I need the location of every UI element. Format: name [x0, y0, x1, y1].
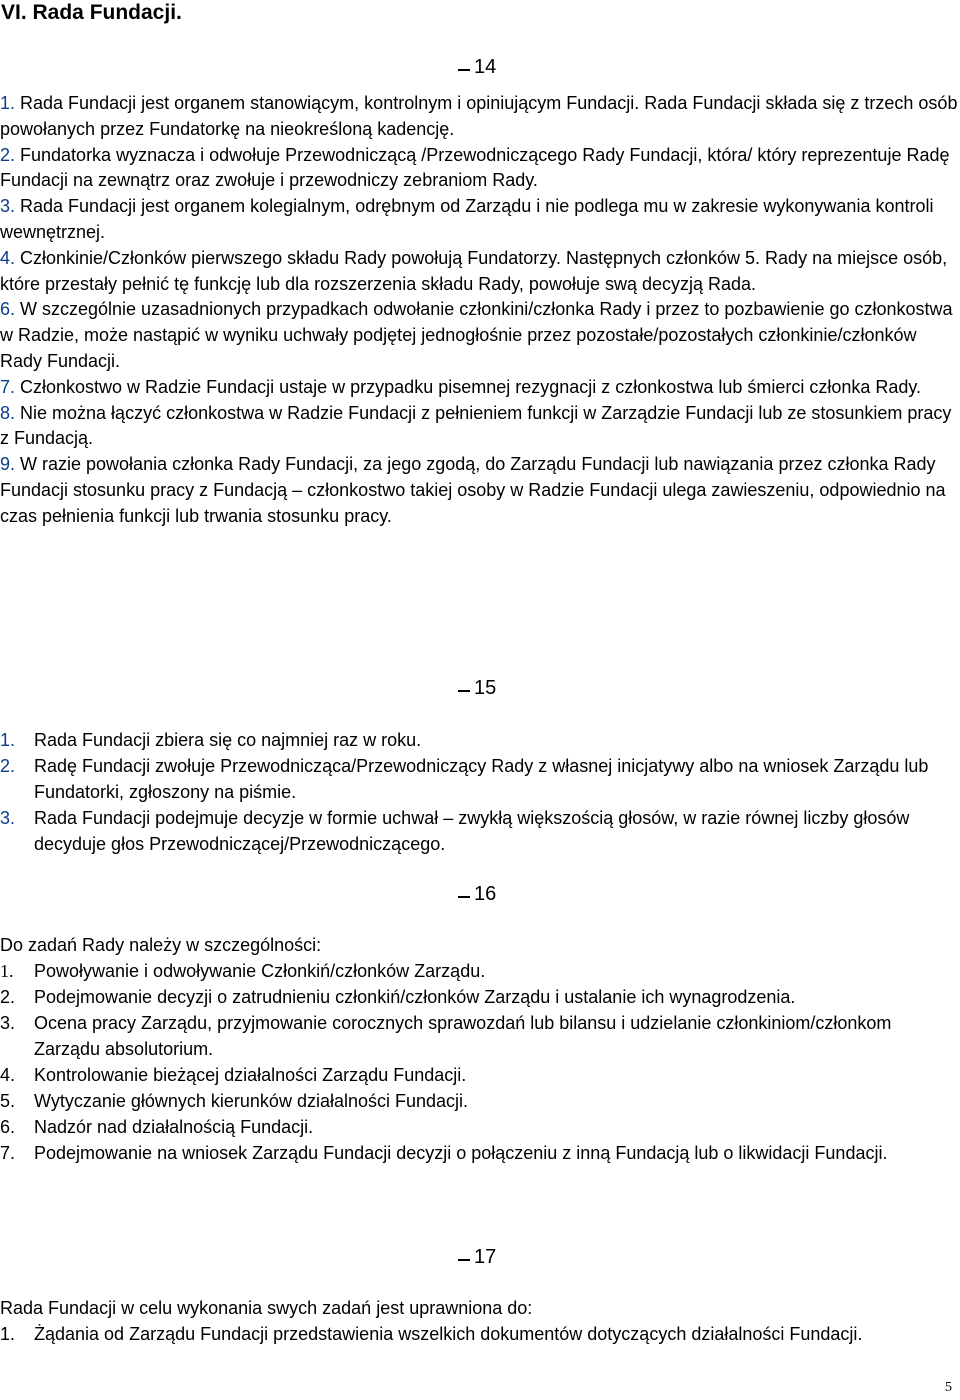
section-16-list [0, 958, 958, 1166]
section-14-number: 14 [474, 56, 497, 78]
section-16-marker [458, 882, 496, 906]
section-15-marker [458, 676, 496, 700]
list-item: 1. Żądania od Zarządu Fundacji przedstawienia wszelkich dokumentów dotyczących działalności Fundacji. [0, 1324, 863, 1344]
list-item: 2. Podejmowanie decyzji o zatrudnieniu członkiń/członków Zarządu i ustalanie ich wynagrodzenia. [0, 987, 796, 1007]
section-sign-icon [458, 69, 470, 71]
section-16-lead: Do zadań Rady należy w szczególności: [0, 935, 322, 955]
section-14-marker [458, 55, 496, 79]
list-item: 2. Radę Fundacji zwołuje Przewodnicząca/Przewodniczący Rady z własnej inicjatywy albo na wniosek Zarządu lub Fundatorki, zgłoszony na piśmie. [0, 756, 929, 802]
paragraph-14-1: 1. Rada Fundacji jest organem stanowiącym, kontrolnym i opiniującym Fundacji. Rada Fundacji składa się z trzech osób powołanych przez Fundatorkę na nieokreśloną kadencję. [0, 93, 958, 139]
paragraph-14-2: 2. Fundatorka wyznacza i odwołuje Przewodniczącą /Przewodniczącego Rady Fundacji, która/ który reprezentuje Radę Fundacji na zewnątrz oraz zwołuje i przewodniczy zebraniom Rady. [0, 144, 950, 191]
list-item: 1. Powoływanie i odwoływanie Członkiń/członków Zarządu. [0, 961, 486, 981]
section-16-number: 16 [474, 883, 497, 905]
page-number: 5 [945, 1380, 952, 1395]
section-17-marker [458, 1245, 496, 1269]
section-17-list [0, 1321, 958, 1347]
paragraph-14-9: 9. W razie powołania członka Rady Fundacji, za jego zgodą, do Zarządu Fundacji lub nawiązania przez członka Rady Fundacji stosunku pracy z Fundacją – członkostwo takiej osoby w Radzie Fundacji ulega zawieszeniu, odpowiednio na czas pełnienia funkcji lub trwania stosunku pracy. [0, 454, 946, 526]
section-17-lead: Rada Fundacji w celu wykonania swych zadań jest uprawniona do: [0, 1298, 533, 1318]
section-sign-icon [458, 690, 470, 692]
list-item: 3. Ocena pracy Zarządu, przyjmowanie corocznych sprawozdań lub bilansu i udzielanie członkiniom/członkom Zarządu absolutorium. [0, 1013, 892, 1059]
paragraph-14-6: 6. W szczególnie uzasadnionych przypadkach odwołanie członkini/członka Rady i przez to pozbawienie go członkostwa w Radzie, może nastąpić w wyniku uchwały podjętej jednogłośnie przez pozostałe/pozostałych członkinie/członków Rady Fundacji. [0, 299, 953, 371]
list-item: 6. Nadzór nad działalnością Fundacji. [0, 1117, 314, 1137]
section-15-list [0, 727, 958, 857]
section-sign-icon [458, 1259, 470, 1261]
chapter-heading: VI. Rada Fundacji. [1, 1, 182, 24]
paragraph-14-8: 8. Nie można łączyć członkostwa w Radzie Fundacji z pełnieniem funkcji w Zarządzie Fundacji lub ze stosunkiem pracy z Fundacją. [0, 402, 952, 449]
paragraph-14-3: 3. Rada Fundacji jest organem kolegialnym, odrębnym od Zarządu i nie podlega mu w zakresie wykonywania kontroli wewnętrznej. [0, 196, 934, 242]
paragraph-14-4: 4. Członkinie/Członków pierwszego składu Rady powołują Fundatorzy. Następnych członków 5. Rady na miejsce osób, które przestały pełnić tę funkcję lub dla rozszerzenia składu Rady, powołuje swą decyzją Rada. [0, 247, 948, 294]
section-15-number: 15 [474, 677, 497, 699]
list-item: 3. Rada Fundacji podejmuje decyzje w formie uchwał – zwykłą większością głosów, w razie równej liczby głosów decyduje głos Przewodniczącej/Przewodniczącego. [0, 808, 910, 854]
list-item: 7. Podejmowanie na wniosek Zarządu Fundacji decyzji o połączeniu z inną Fundacją lub o likwidacji Fundacji. [0, 1143, 888, 1163]
list-item: 1. Rada Fundacji zbiera się co najmniej raz w roku. [0, 730, 422, 750]
section-sign-icon [458, 896, 470, 898]
paragraph-14-7: 7. Członkostwo w Radzie Fundacji ustaje w przypadku pisemnej rezygnacji z członkostwa lub śmierci członka Rady. [0, 376, 922, 397]
section-17-number: 17 [474, 1246, 497, 1268]
list-item: 4. Kontrolowanie bieżącej działalności Zarządu Fundacji. [0, 1065, 467, 1085]
list-item: 5. Wytyczanie głównych kierunków działalności Fundacji. [0, 1091, 469, 1111]
section-14-body [0, 91, 958, 530]
